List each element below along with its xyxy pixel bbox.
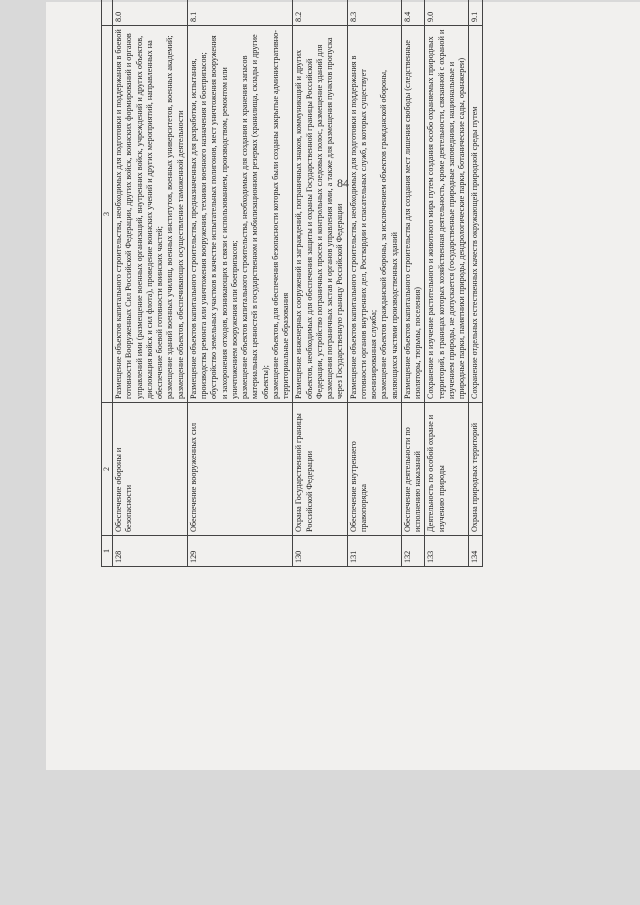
use-description-cell (425, 26, 469, 403)
use-name-cell: Охрана природных территорий (469, 403, 482, 536)
description-paragraph: Размещение инженерных сооружений и заграждений, пограничных знаков, коммуникаций и других объектов, необходимых для обеспечения защиты и охраны Государственной границы Российской Федерации, устройство пограничных просек и контрольных следовых полос, размещение зданий для размещения пограничных застав и органов управления ими, а также для размещения пунктов пропуска через Государственную границу Российской Федерации (294, 37, 345, 399)
use-description-cell (113, 26, 188, 403)
use-name-cell: Обеспечение вооруженных сил (187, 403, 293, 536)
use-code-cell: 8.3 (347, 0, 401, 26)
use-description-cell (187, 26, 293, 403)
use-code-cell: 9.1 (469, 0, 482, 26)
row-number-cell: 132 (401, 536, 425, 567)
use-name-cell: Обеспечение внутреннего правопорядка (347, 403, 401, 536)
use-code-cell: 8.4 (401, 0, 425, 26)
row-number-cell: 133 (425, 536, 469, 567)
row-number-cell: 131 (347, 536, 401, 567)
description-paragraph: Размещение объектов капитального строительства для создания мест лишения свободы (следственные изоляторы, тюрьмы, поселения) (402, 40, 422, 399)
use-description-cell (347, 26, 401, 403)
use-name-cell: Охрана Государственной границы Российской Федерации (293, 403, 347, 536)
row-number-cell: 128 (113, 536, 188, 567)
description-paragraph: обустройство земельных участков в качестве испытательных полигонов, мест уничтожения вооружения и захоронения отходов, возникающих в связи с использованием, производством, ремонтом или уничтожением вооружения или боеприпасов; (209, 35, 239, 399)
description-paragraph: Размещение объектов капитального строительства, необходимых для подготовки и поддержания в готовности органов внутренних дел, Росгвардии и спасательных служб, в которых существует военизированная служба; (348, 55, 378, 399)
description-paragraph: Размещение объектов капитального строительства, необходимых для подготовки и поддержания в боевой готовности Вооруженных Сил Российской Федерации, других войск, воинских формирований и органов управлений ими (размещение военных организаций, внутренних войск, учреждений и других объектов, дислокация войск и сил флота), проведение воинских учений и других мероприятий, направленных на обеспечение боевой готовности воинских частей; (114, 29, 164, 399)
use-description-cell (401, 26, 425, 403)
row-number-cell: 129 (187, 536, 293, 567)
land-use-table (101, 0, 483, 567)
description-paragraph: Размещение объектов капитального строительства, предназначенных для разработки, испытания, производства ремонта или уничтожения вооружения, техники военного назначения и боеприпасов; (188, 52, 208, 399)
table-row (425, 0, 469, 567)
document-page (46, 2, 640, 770)
description-paragraph: размещение объектов капитального строительства, необходимых для создания и хранения запасов материальных ценностей в государственном и мобилизационном резервах (хранилища, склады и другие объекты); (240, 34, 270, 399)
use-name-cell: Обеспечение обороны и безопасности (113, 403, 188, 536)
header-col-3: 3 (102, 26, 113, 403)
table-row (113, 0, 188, 567)
page-number: 84 (337, 176, 349, 190)
table-header-row (102, 0, 113, 567)
table-row (401, 0, 425, 567)
use-code-cell: 8.0 (113, 0, 188, 26)
description-paragraph: размещение зданий военных училищ, военных институтов, военных университетов, военных академий; (165, 35, 175, 399)
use-name-cell: Деятельность по особой охране и изучению природы (425, 403, 469, 536)
row-number-cell: 134 (469, 536, 482, 567)
use-code-cell: 8.1 (187, 0, 293, 26)
header-col-4 (102, 0, 113, 26)
table-row (293, 0, 347, 567)
table-row (187, 0, 293, 567)
description-paragraph: размещение объектов гражданской обороны, за исключением объектов гражданской обороны, являющихся частями производственных зданий (379, 69, 399, 399)
use-description-cell (293, 26, 347, 403)
description-paragraph: размещение объектов, для обеспечения безопасности которых были созданы закрытые административно-территориальные образования (270, 30, 290, 399)
description-paragraph: размещение объектов, обеспечивающих осуществление таможенной деятельности (175, 110, 185, 399)
use-code-cell: 8.2 (293, 0, 347, 26)
table-row (469, 0, 482, 567)
use-name-cell: Обеспечение деятельности по исполнению наказаний (401, 403, 425, 536)
header-col-1: 1 (102, 536, 113, 567)
rotated-table-area (101, 0, 551, 567)
table-row (347, 0, 401, 567)
header-col-2: 2 (102, 403, 113, 536)
row-number-cell: 130 (293, 536, 347, 567)
description-paragraph: Сохранение и изучение растительного и животного мира путем создания особо охраняемых природных территорий, в границах которых хозяйственная деятельность, кроме деятельности, связанной с охраной и изучением природы, не допускается (государственные природные заповедники, национальные и природные парки, памятники природы, дендрологические парки, ботанические сады, оранжереи) (426, 29, 466, 399)
use-code-cell: 9.0 (425, 0, 469, 26)
use-description-cell (469, 26, 482, 403)
description-paragraph: Сохранение отдельных естественных качеств окружающей природной среды путем (470, 106, 480, 399)
